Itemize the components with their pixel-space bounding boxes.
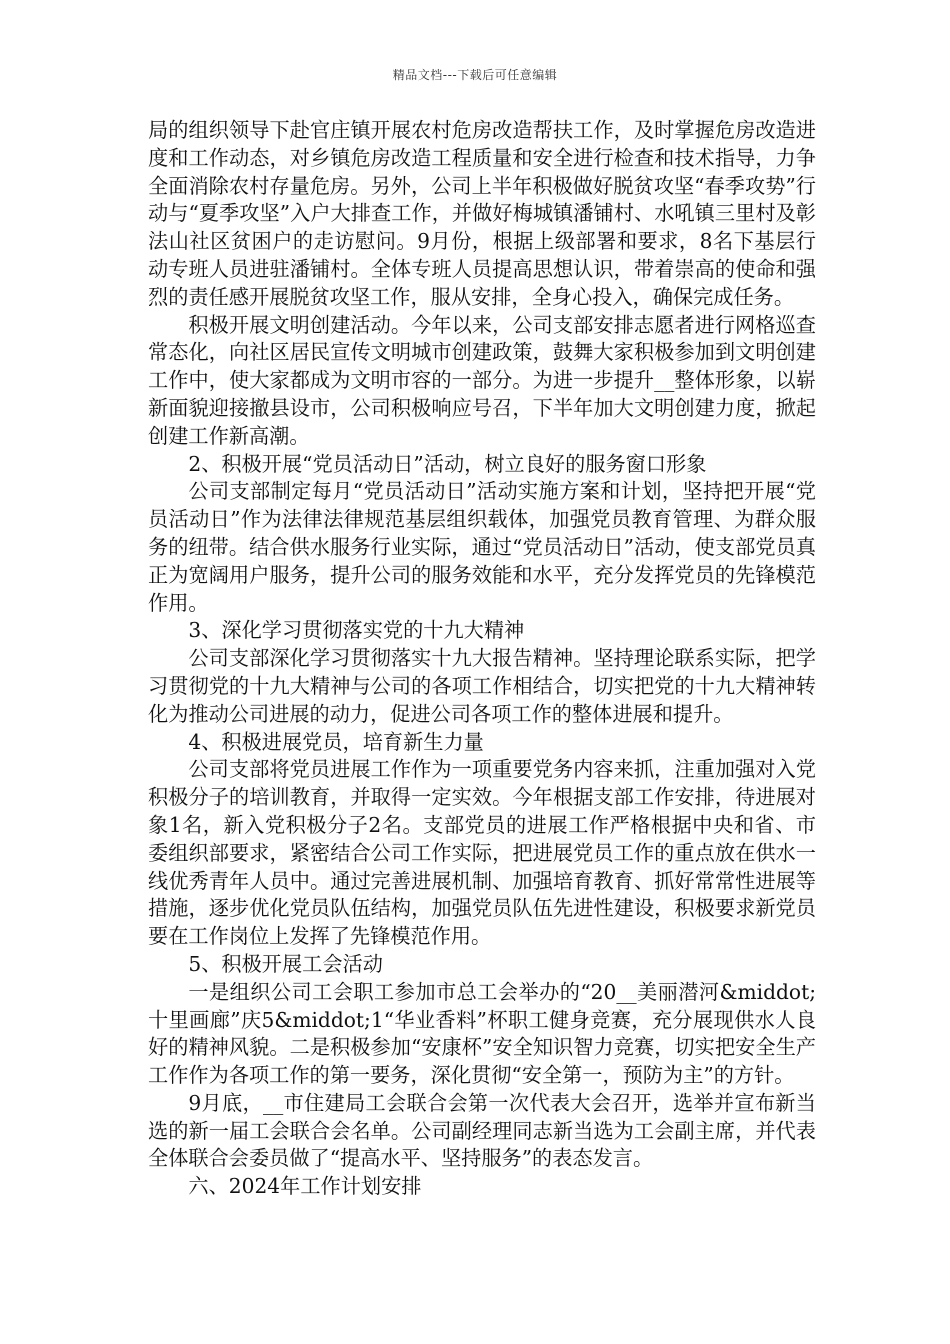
page-header: 精品文档---下载后可任意编辑 bbox=[392, 68, 558, 82]
paragraph-party-member-development: 公司支部将党员进展工作作为一项重要党务内容来抓，注重加强对入党积极分子的培训教育，并取得一定实效。今年根据支部工作安排，待进展对象1名，新入党积极分子2名。支部党员的进展工作严格根据中央和省、市委组织部要求，紧密结合公司工作实际，把进展党员工作的重点放在供水一线优秀青年人员中。通过完善进展机制、加强培育教育、抓好常常性进展等措施，逐步优化党员队伍结构，加强党员队伍先进性建设，积极要求新党员要在工作岗位上发挥了先锋模范作用。 bbox=[148, 757, 816, 949]
paragraph-union-congress: 9月底，__市住建局工会联合会第一次代表大会召开，选举并宣布新当选的新一届工会联合会名单。公司副经理同志新当选为工会副主席，并代表全体联合会委员做了“提高水平、坚持服务”的表态发言。 bbox=[148, 1090, 816, 1171]
section-heading-nineteenth-congress: 3、深化学习贯彻落实党的十九大精神 bbox=[188, 618, 525, 643]
section-heading-work-plan: 六、2024年工作计划安排 bbox=[188, 1174, 422, 1199]
paragraph-poverty-alleviation-continued: 局的组织领导下赴官庄镇开展农村危房改造帮扶工作，及时掌握危房改造进度和工作动态，对乡镇危房改造工程质量和安全进行检查和技术指导，力争全面消除农村存量危房。另外，公司上半年积极做好脱贫攻坚“春季攻势”行动与“夏季攻坚”入户大排查工作，并做好梅城镇潘铺村、水吼镇三里村及彰法山社区贫困户的走访慰问。9月份，根据上级部署和要求，8名下基层行动专班人员进驻潘铺村。全体专班人员提高思想认识，带着崇高的使命和强烈的责任感开展脱贫攻坚工作，服从安排，全身心投入，确保完成任务。 bbox=[148, 118, 816, 309]
paragraph-party-activity-day: 公司支部制定每月“党员活动日”活动实施方案和计划，坚持把开展“党员活动日”作为法律法律规范基层组织载体，加强党员教育管理、为群众服务的纽带。结合供水服务行业实际，通过“党员活动日”活动，使支部党员真正为宽阔用户服务，提升公司的服务效能和水平，充分发挥党员的先锋模范作用。 bbox=[148, 479, 816, 615]
section-heading-party-member-development: 4、积极进展党员，培育新生力量 bbox=[188, 729, 484, 754]
document-body bbox=[148, 117, 816, 1201]
section-heading-union-activities: 5、积极开展工会活动 bbox=[188, 951, 383, 976]
paragraph-union-competitions: 一是组织公司工会职工参加市总工会举办的“20__美丽潜河&middot;十里画廊”庆5&middot;1“华业香料”杯职工健身竞赛，充分展现供水人良好的精神风貌。二是积极参加“安康杯”安全知识智力竞赛，切实把安全生产工作作为各项工作的第一要务，深化贯彻“安全第一，预防为主”的方针。 bbox=[148, 979, 816, 1088]
paragraph-nineteenth-congress: 公司支部深化学习贯彻落实十九大报告精神。坚持理论联系实际，把学习贯彻党的十九大精神与公司的各项工作相结合，切实把党的十九大精神转化为推动公司进展的动力，促进公司各项工作的整体进展和提升。 bbox=[148, 646, 816, 726]
section-heading-party-activity-day: 2、积极开展“党员活动日”活动，树立良好的服务窗口形象 bbox=[188, 451, 707, 476]
paragraph-civilization-creation: 积极开展文明创建活动。今年以来，公司支部安排志愿者进行网格巡查常态化，向社区居民宣传文明城市创建政策，鼓舞大家积极参加到文明创建工作中，使大家都成为文明市容的一部分。为进一步提升__整体形象，以崭新面貌迎接撤县设市，公司积极响应号召，下半年加大文明创建力度，掀起创建工作新高潮。 bbox=[148, 312, 816, 448]
